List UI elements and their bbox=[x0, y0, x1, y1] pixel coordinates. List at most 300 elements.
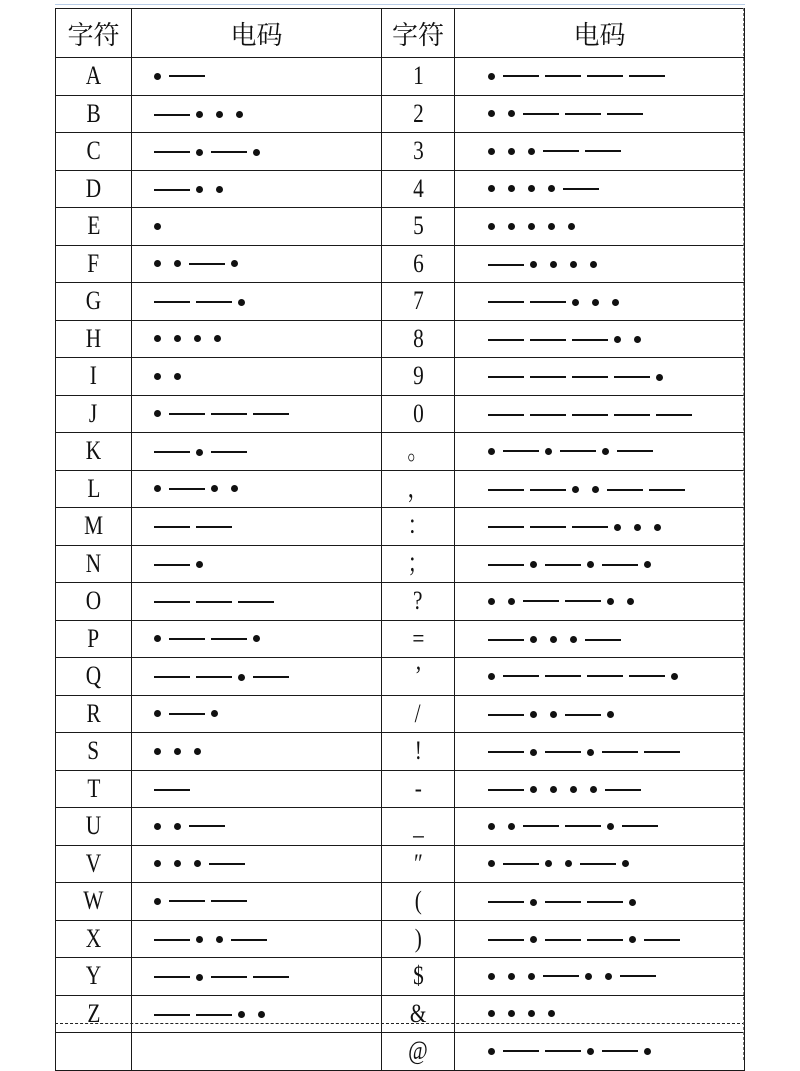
morse-dot bbox=[154, 860, 161, 867]
morse-dot bbox=[194, 335, 201, 342]
morse-dash bbox=[211, 638, 247, 640]
letter-char-cell bbox=[56, 545, 132, 583]
morse-dot bbox=[614, 524, 621, 531]
morse-dot bbox=[508, 185, 515, 192]
morse-dot bbox=[508, 598, 515, 605]
morse-sequence bbox=[488, 255, 610, 275]
morse-sequence bbox=[154, 780, 196, 800]
morse-dot bbox=[572, 486, 579, 493]
morse-dash bbox=[563, 188, 599, 190]
morse-sequence bbox=[154, 517, 238, 537]
morse-dot bbox=[654, 524, 661, 531]
header-code-left: 电码 bbox=[132, 9, 382, 58]
symbol-code-cell bbox=[455, 733, 745, 771]
letter-char-cell bbox=[56, 883, 132, 921]
morse-dash bbox=[488, 639, 524, 641]
morse-dash bbox=[565, 600, 601, 602]
morse-dot bbox=[530, 749, 537, 756]
table-row bbox=[56, 545, 745, 583]
morse-dot bbox=[572, 299, 579, 306]
morse-dash bbox=[580, 863, 616, 865]
morse-dash bbox=[488, 489, 524, 491]
morse-dash bbox=[196, 526, 232, 528]
symbol-code-cell bbox=[455, 1033, 745, 1071]
character: Q bbox=[85, 661, 102, 691]
morse-dash bbox=[545, 675, 581, 677]
morse-dash bbox=[196, 1014, 232, 1016]
morse-dash bbox=[629, 675, 665, 677]
morse-dot bbox=[488, 110, 495, 117]
table-row bbox=[56, 583, 745, 621]
letter-char-cell bbox=[56, 658, 132, 696]
symbol-code-cell bbox=[455, 208, 745, 246]
morse-dot bbox=[627, 598, 634, 605]
letter-code-cell bbox=[132, 283, 382, 321]
character: _ bbox=[412, 811, 424, 841]
morse-sequence bbox=[154, 292, 258, 312]
morse-dot bbox=[238, 674, 245, 681]
morse-dash bbox=[488, 264, 524, 266]
morse-dot bbox=[530, 936, 537, 943]
table-row bbox=[56, 845, 745, 883]
morse-sequence bbox=[488, 104, 649, 124]
morse-dash bbox=[196, 676, 232, 678]
morse-dot bbox=[238, 1011, 245, 1018]
morse-dash bbox=[545, 75, 581, 77]
morse-dot bbox=[590, 261, 597, 268]
morse-dot bbox=[634, 336, 641, 343]
table-row bbox=[56, 695, 745, 733]
morse-dash bbox=[211, 451, 247, 453]
morse-dot bbox=[231, 260, 238, 267]
morse-dot bbox=[530, 636, 537, 643]
character: V bbox=[85, 848, 102, 878]
morse-sequence bbox=[488, 854, 642, 874]
morse-sequence bbox=[488, 367, 676, 387]
symbol-char-cell bbox=[382, 433, 455, 471]
character: D bbox=[85, 173, 102, 203]
morse-dash bbox=[545, 564, 581, 566]
morse-dot bbox=[585, 973, 592, 980]
character: X bbox=[85, 923, 102, 953]
morse-dash bbox=[530, 301, 566, 303]
morse-dot bbox=[550, 711, 557, 718]
top-border-line bbox=[55, 4, 745, 5]
letter-code-cell bbox=[132, 1033, 382, 1071]
table-row bbox=[56, 245, 745, 283]
morse-dot bbox=[550, 786, 557, 793]
morse-dash bbox=[523, 825, 559, 827]
morse-dash bbox=[614, 376, 650, 378]
character: 2 bbox=[412, 98, 424, 128]
morse-dash bbox=[169, 488, 205, 490]
morse-dot bbox=[570, 786, 577, 793]
morse-dot bbox=[528, 1010, 535, 1017]
symbol-code-cell bbox=[455, 395, 745, 433]
letter-char-cell bbox=[56, 283, 132, 321]
morse-dot bbox=[488, 223, 495, 230]
morse-dot bbox=[587, 561, 594, 568]
morse-dot bbox=[488, 73, 495, 80]
morse-dash bbox=[644, 751, 680, 753]
morse-dash bbox=[154, 189, 190, 191]
morse-dash bbox=[488, 789, 524, 791]
morse-dot bbox=[508, 1010, 515, 1017]
character: 0 bbox=[412, 398, 424, 428]
morse-dot bbox=[592, 486, 599, 493]
morse-sequence bbox=[154, 704, 231, 724]
letter-code-cell bbox=[132, 395, 382, 433]
symbol-char-cell bbox=[382, 658, 455, 696]
morse-dash bbox=[154, 939, 190, 941]
morse-sequence bbox=[154, 329, 234, 349]
morse-sequence bbox=[488, 480, 691, 500]
morse-dot bbox=[253, 635, 260, 642]
symbol-code-cell bbox=[455, 583, 745, 621]
morse-dot bbox=[528, 148, 535, 155]
character: M bbox=[84, 511, 103, 541]
morse-dash bbox=[614, 414, 650, 416]
morse-sequence bbox=[154, 254, 251, 274]
symbol-char-cell bbox=[382, 958, 455, 996]
morse-dot bbox=[154, 485, 161, 492]
letter-code-cell bbox=[132, 245, 382, 283]
symbol-code-cell bbox=[455, 695, 745, 733]
letter-code-cell bbox=[132, 770, 382, 808]
morse-dash bbox=[565, 714, 601, 716]
morse-dash bbox=[189, 263, 225, 265]
morse-sequence bbox=[488, 330, 654, 350]
morse-dash bbox=[488, 376, 524, 378]
morse-sequence bbox=[154, 180, 236, 200]
morse-dash bbox=[169, 713, 205, 715]
morse-dot bbox=[174, 260, 181, 267]
symbol-char-cell bbox=[382, 170, 455, 208]
table-row bbox=[56, 208, 745, 246]
morse-dash bbox=[211, 151, 247, 153]
morse-dot bbox=[488, 973, 495, 980]
morse-sequence bbox=[488, 966, 662, 986]
character: 3 bbox=[412, 136, 424, 166]
symbol-code-cell bbox=[455, 545, 745, 583]
letter-code-cell bbox=[132, 58, 382, 96]
symbol-char-cell bbox=[382, 770, 455, 808]
morse-dash bbox=[530, 526, 566, 528]
letter-char-cell bbox=[56, 245, 132, 283]
morse-dash bbox=[196, 601, 232, 603]
table-row bbox=[56, 133, 745, 171]
morse-sequence bbox=[154, 216, 174, 236]
character: R bbox=[86, 698, 101, 728]
morse-dash bbox=[602, 564, 638, 566]
morse-sequence bbox=[154, 479, 251, 499]
morse-sequence bbox=[488, 780, 647, 800]
table-row bbox=[56, 95, 745, 133]
morse-dot bbox=[508, 823, 515, 830]
letter-code-cell bbox=[132, 995, 382, 1033]
morse-sequence bbox=[488, 66, 671, 86]
morse-dot bbox=[488, 1048, 495, 1055]
morse-dash bbox=[560, 450, 596, 452]
character: Y bbox=[85, 961, 102, 991]
letter-code-cell bbox=[132, 208, 382, 246]
header-code-right: 电码 bbox=[455, 9, 745, 58]
letter-char-cell bbox=[56, 170, 132, 208]
character: / bbox=[415, 698, 421, 728]
symbol-code-cell bbox=[455, 770, 745, 808]
letter-char-cell bbox=[56, 395, 132, 433]
character: L bbox=[86, 473, 101, 503]
letter-code-cell bbox=[132, 845, 382, 883]
morse-dot bbox=[530, 561, 537, 568]
morse-dot bbox=[605, 973, 612, 980]
table-row bbox=[56, 470, 745, 508]
morse-sequence bbox=[488, 666, 691, 686]
morse-sequence bbox=[154, 930, 273, 950]
morse-dash bbox=[238, 601, 274, 603]
morse-dot bbox=[154, 335, 161, 342]
symbol-char-cell bbox=[382, 95, 455, 133]
morse-sequence bbox=[488, 216, 588, 236]
morse-dot bbox=[488, 185, 495, 192]
character: 9 bbox=[412, 361, 424, 391]
morse-dot bbox=[545, 448, 552, 455]
letter-char-cell bbox=[56, 620, 132, 658]
morse-sequence bbox=[154, 854, 251, 874]
symbol-char-cell bbox=[382, 470, 455, 508]
morse-dot bbox=[236, 111, 243, 118]
table-row bbox=[56, 620, 745, 658]
morse-sequence bbox=[154, 105, 256, 125]
symbol-char-cell bbox=[382, 620, 455, 658]
table-row bbox=[56, 320, 745, 358]
morse-dot bbox=[548, 185, 555, 192]
morse-dash bbox=[503, 863, 539, 865]
character: T bbox=[86, 773, 101, 803]
morse-dash bbox=[488, 526, 524, 528]
morse-dash bbox=[154, 301, 190, 303]
morse-dot bbox=[570, 636, 577, 643]
letter-char-cell bbox=[56, 845, 132, 883]
symbol-char-cell bbox=[382, 695, 455, 733]
morse-dash bbox=[488, 564, 524, 566]
letter-char-cell bbox=[56, 208, 132, 246]
table-row bbox=[56, 433, 745, 471]
morse-dot bbox=[216, 111, 223, 118]
morse-dot bbox=[590, 786, 597, 793]
morse-dash bbox=[572, 339, 608, 341]
morse-dash bbox=[543, 975, 579, 977]
letter-code-cell bbox=[132, 808, 382, 846]
character: S bbox=[87, 736, 100, 766]
character: $ bbox=[412, 961, 424, 991]
morse-dot bbox=[154, 748, 161, 755]
morse-dot bbox=[174, 335, 181, 342]
morse-sequence bbox=[488, 441, 659, 461]
letter-char-cell bbox=[56, 920, 132, 958]
table-row bbox=[56, 283, 745, 321]
morse-dash bbox=[523, 113, 559, 115]
morse-dash bbox=[231, 939, 267, 941]
morse-dot bbox=[612, 299, 619, 306]
morse-dash bbox=[587, 675, 623, 677]
symbol-char-cell bbox=[382, 583, 455, 621]
morse-dot bbox=[607, 823, 614, 830]
morse-dot bbox=[154, 373, 161, 380]
symbol-char-cell bbox=[382, 58, 455, 96]
morse-sequence bbox=[154, 891, 253, 911]
morse-dash bbox=[169, 638, 205, 640]
table-row bbox=[56, 920, 745, 958]
morse-dot bbox=[253, 149, 260, 156]
character: ″ bbox=[413, 848, 423, 878]
character: ( bbox=[414, 886, 422, 916]
morse-dash bbox=[154, 151, 190, 153]
table-row bbox=[56, 808, 745, 846]
morse-sequence bbox=[154, 142, 273, 162]
morse-dot bbox=[196, 111, 203, 118]
table-row bbox=[56, 395, 745, 433]
morse-dash bbox=[503, 1050, 539, 1052]
morse-dash bbox=[602, 1050, 638, 1052]
morse-sequence bbox=[154, 629, 273, 649]
morse-dash bbox=[656, 414, 692, 416]
morse-dot bbox=[488, 673, 495, 680]
morse-sequence bbox=[154, 404, 295, 424]
symbol-code-cell bbox=[455, 245, 745, 283]
letter-code-cell bbox=[132, 583, 382, 621]
symbol-char-cell bbox=[382, 545, 455, 583]
morse-dash bbox=[602, 751, 638, 753]
letter-code-cell bbox=[132, 433, 382, 471]
morse-dot bbox=[216, 936, 223, 943]
morse-dash bbox=[503, 75, 539, 77]
morse-dot bbox=[488, 598, 495, 605]
morse-dot bbox=[196, 449, 203, 456]
morse-dot bbox=[194, 860, 201, 867]
morse-dash bbox=[617, 450, 653, 452]
morse-dot bbox=[614, 336, 621, 343]
morse-dash bbox=[530, 339, 566, 341]
morse-dash bbox=[488, 414, 524, 416]
morse-sequence bbox=[154, 816, 231, 836]
morse-dash bbox=[545, 939, 581, 941]
symbol-char-cell bbox=[382, 358, 455, 396]
character: J bbox=[89, 398, 98, 428]
morse-dot bbox=[568, 223, 575, 230]
morse-sequence bbox=[154, 967, 295, 987]
morse-sequence bbox=[488, 292, 632, 312]
morse-dash bbox=[154, 1014, 190, 1016]
character: P bbox=[87, 623, 100, 653]
character: F bbox=[87, 248, 100, 278]
symbol-code-cell bbox=[455, 845, 745, 883]
table-row bbox=[56, 1033, 745, 1071]
morse-dot bbox=[548, 223, 555, 230]
morse-dot bbox=[174, 373, 181, 380]
morse-dot bbox=[508, 973, 515, 980]
letter-char-cell bbox=[56, 808, 132, 846]
morse-dot bbox=[508, 148, 515, 155]
symbol-char-cell bbox=[382, 395, 455, 433]
letter-code-cell bbox=[132, 508, 382, 546]
morse-dot bbox=[550, 261, 557, 268]
morse-dash bbox=[585, 150, 621, 152]
symbol-char-cell bbox=[382, 283, 455, 321]
table-row bbox=[56, 958, 745, 996]
morse-dot bbox=[530, 711, 537, 718]
morse-dash bbox=[488, 339, 524, 341]
symbol-code-cell bbox=[455, 470, 745, 508]
character: B bbox=[86, 98, 101, 128]
dashed-separator bbox=[55, 1023, 745, 1024]
character: ) bbox=[414, 923, 422, 953]
symbol-code-cell bbox=[455, 170, 745, 208]
morse-dot bbox=[214, 335, 221, 342]
morse-dot bbox=[154, 635, 161, 642]
morse-dash bbox=[622, 825, 658, 827]
morse-sequence bbox=[154, 366, 194, 386]
symbol-char-cell bbox=[382, 920, 455, 958]
morse-dot bbox=[587, 1048, 594, 1055]
morse-dot bbox=[196, 974, 203, 981]
morse-dot bbox=[194, 748, 201, 755]
morse-dot bbox=[530, 786, 537, 793]
morse-dot bbox=[154, 710, 161, 717]
morse-dash bbox=[488, 939, 524, 941]
morse-dot bbox=[154, 898, 161, 905]
header-char-right: 字符 bbox=[382, 9, 455, 58]
letter-code-cell bbox=[132, 620, 382, 658]
morse-dot bbox=[231, 485, 238, 492]
morse-dot bbox=[488, 823, 495, 830]
morse-dash bbox=[572, 414, 608, 416]
morse-dash bbox=[605, 789, 641, 791]
character: I bbox=[89, 361, 98, 391]
morse-dash bbox=[154, 451, 190, 453]
morse-sequence bbox=[488, 742, 686, 762]
morse-dash bbox=[572, 526, 608, 528]
morse-dash bbox=[253, 676, 289, 678]
symbol-code-cell bbox=[455, 920, 745, 958]
morse-dot bbox=[550, 636, 557, 643]
morse-sequence bbox=[488, 892, 649, 912]
morse-dot bbox=[488, 448, 495, 455]
morse-sequence bbox=[488, 555, 664, 575]
symbol-char-cell bbox=[382, 733, 455, 771]
symbol-code-cell bbox=[455, 883, 745, 921]
morse-dash bbox=[154, 601, 190, 603]
letter-char-cell bbox=[56, 95, 132, 133]
morse-dash bbox=[530, 376, 566, 378]
morse-dash bbox=[169, 413, 205, 415]
morse-dot bbox=[592, 299, 599, 306]
morse-dash bbox=[154, 789, 190, 791]
character: 5 bbox=[412, 211, 424, 241]
morse-dash bbox=[253, 976, 289, 978]
symbol-code-cell bbox=[455, 508, 745, 546]
morse-dash bbox=[503, 675, 539, 677]
letter-char-cell bbox=[56, 58, 132, 96]
symbol-code-cell bbox=[455, 133, 745, 171]
morse-dash bbox=[545, 751, 581, 753]
character: & bbox=[409, 998, 427, 1028]
morse-dot bbox=[154, 260, 161, 267]
character: O bbox=[85, 586, 102, 616]
morse-dash bbox=[543, 150, 579, 152]
morse-dash bbox=[154, 526, 190, 528]
morse-dot bbox=[196, 936, 203, 943]
